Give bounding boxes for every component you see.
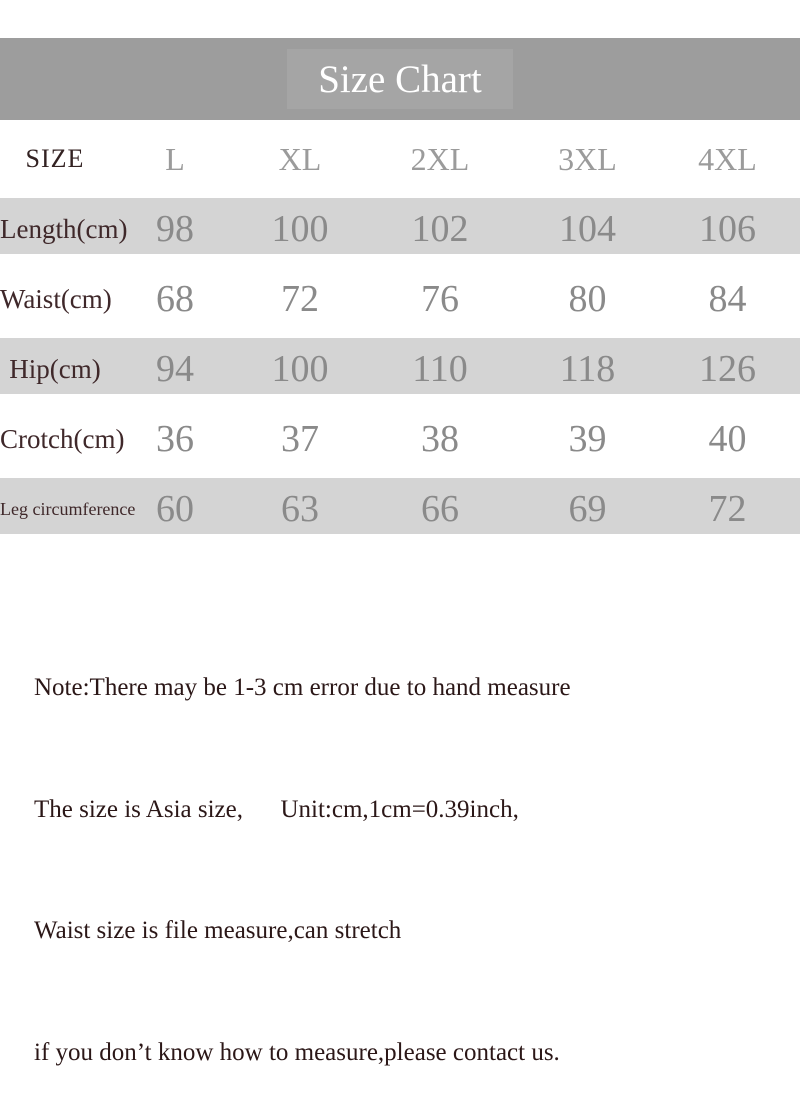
value-cell: 106 bbox=[699, 208, 756, 250]
table-row-waist bbox=[0, 268, 800, 338]
row-label-length: Length(cm) bbox=[0, 213, 128, 244]
value-cell: 37 bbox=[281, 418, 319, 460]
row-label-crotch: Crotch(cm) bbox=[0, 423, 125, 454]
value-cell: 94 bbox=[156, 348, 194, 390]
row-label-waist: Waist(cm) bbox=[0, 283, 112, 314]
value-cell: 98 bbox=[156, 208, 194, 250]
value-cell: 126 bbox=[699, 348, 756, 390]
table-row-hip bbox=[0, 338, 800, 408]
value-cell: 66 bbox=[421, 488, 459, 530]
value-cell: 104 bbox=[559, 208, 616, 250]
value-cell: 102 bbox=[411, 208, 469, 250]
value-cell: 40 bbox=[708, 418, 747, 460]
value-cell: 63 bbox=[281, 488, 319, 530]
value-cell: 76 bbox=[421, 278, 459, 320]
column-header-xl: XL bbox=[278, 140, 322, 177]
column-header-l: L bbox=[165, 140, 185, 177]
value-cell: 72 bbox=[281, 278, 319, 320]
row-label-leg-circumference: Leg circumference bbox=[0, 498, 136, 519]
value-cell: 80 bbox=[568, 278, 607, 320]
value-cell: 60 bbox=[156, 488, 194, 530]
value-cell: 68 bbox=[156, 278, 194, 320]
value-cell: 100 bbox=[271, 348, 329, 390]
value-cell: 72 bbox=[708, 488, 747, 530]
page-title: Size Chart bbox=[318, 57, 482, 101]
value-cell: 39 bbox=[568, 418, 607, 460]
value-cell: 38 bbox=[421, 418, 459, 460]
size-chart-banner bbox=[0, 38, 800, 120]
notes-block bbox=[34, 587, 774, 1114]
value-cell: 84 bbox=[708, 278, 747, 320]
column-header-4xl: 4XL bbox=[698, 140, 757, 177]
size-table bbox=[0, 128, 800, 548]
table-row-crotch bbox=[0, 408, 800, 478]
value-cell: 36 bbox=[156, 418, 194, 460]
note-line-contact-us: if you don’t know how to measure,please contact us. bbox=[34, 1038, 560, 1066]
note-line-waist-stretch: Waist size is file measure,can stretch bbox=[34, 917, 402, 944]
value-cell: 110 bbox=[412, 348, 468, 390]
row-label-hip: Hip(cm) bbox=[9, 353, 101, 384]
table-row-leg-circumference bbox=[0, 478, 800, 548]
column-header-3xl: 3XL bbox=[558, 140, 617, 177]
note-line-asia-size-unit: The size is Asia size, Unit:cm,1cm=0.39inch, bbox=[34, 795, 519, 823]
value-cell: 100 bbox=[271, 208, 329, 250]
value-cell: 69 bbox=[568, 488, 607, 530]
table-header-row bbox=[0, 128, 800, 198]
note-line-error-margin: Note:There may be 1-3 cm error due to hand measure bbox=[34, 674, 571, 701]
column-header-size: SIZE bbox=[25, 144, 85, 173]
value-cell: 118 bbox=[559, 348, 616, 390]
column-header-2xl: 2XL bbox=[410, 140, 470, 177]
size-chart-banner-inner-box bbox=[287, 49, 513, 109]
table-row-length bbox=[0, 198, 800, 268]
